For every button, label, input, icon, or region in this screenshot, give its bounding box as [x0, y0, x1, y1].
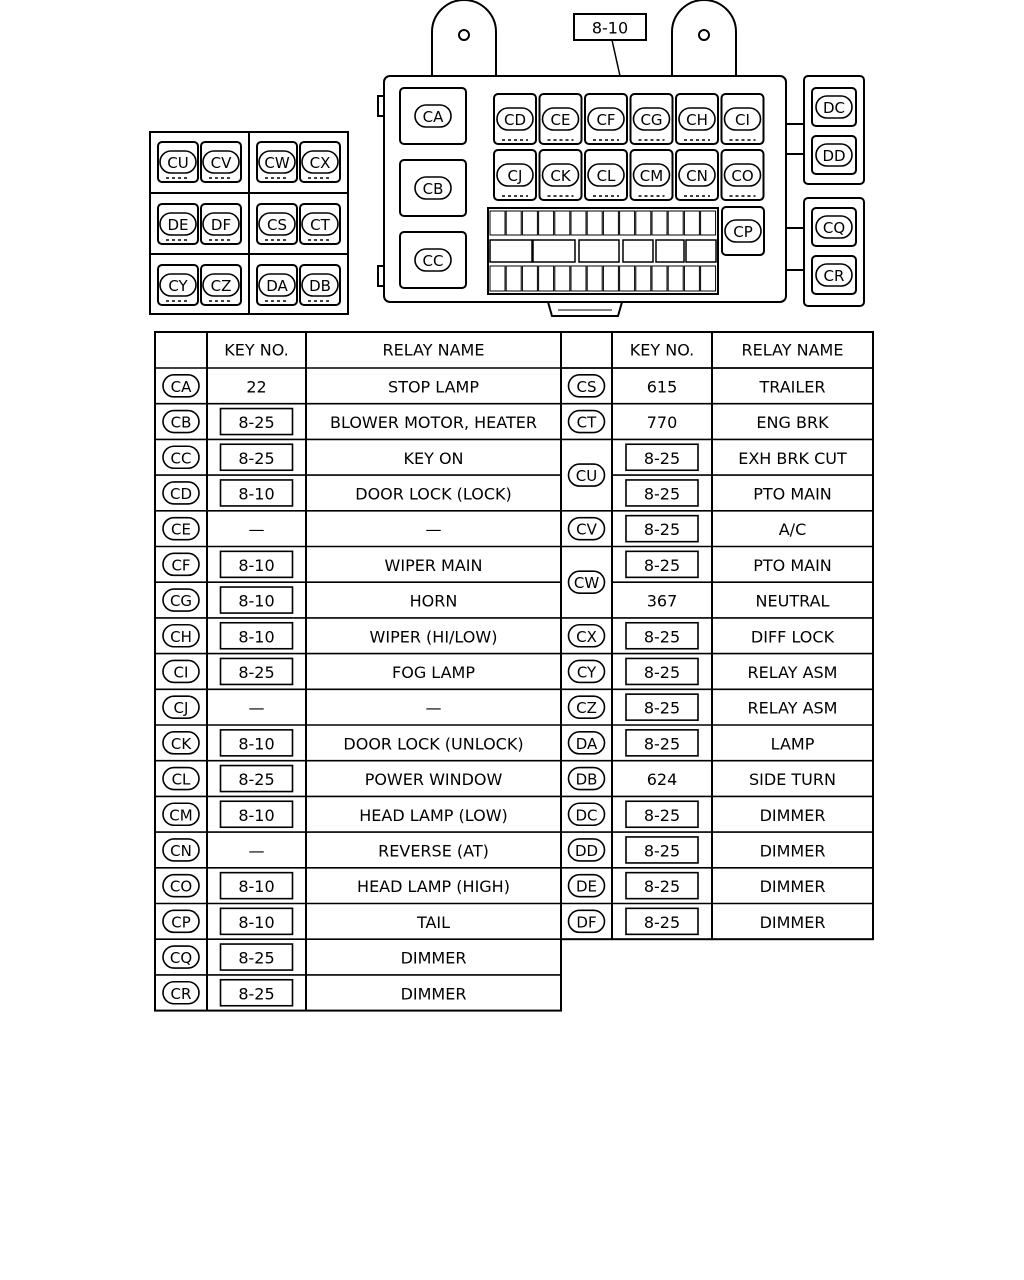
row-code-text: DE [575, 877, 598, 896]
key-ref: 8-25 [643, 805, 681, 825]
fuse-slot-top [636, 211, 651, 235]
relay-name: DIFF LOCK [750, 627, 835, 647]
fuse-slot-top [555, 211, 570, 235]
key-ref: 8-10 [238, 591, 275, 611]
relay-ck-text: CK [550, 167, 571, 185]
mounting-hole-right [699, 30, 709, 40]
relay-name: PTO MAIN [753, 484, 832, 504]
header-relay-name: RELAY NAME [382, 340, 485, 360]
key-number: — [248, 520, 265, 540]
row-code-text: CA [170, 377, 192, 396]
relay-name: EXH BRK CUT [738, 448, 847, 468]
relay-name: LAMP [770, 734, 815, 754]
relay-cz-text: CZ [210, 277, 232, 295]
relay-name: A/C [778, 520, 807, 540]
fuse-slot-mid [579, 240, 619, 262]
fuse-slot-bottom [587, 266, 602, 291]
fuse-slot-top [668, 211, 683, 235]
fuse-slot-bottom [555, 266, 570, 291]
fuse-slot-bottom [539, 266, 554, 291]
relay-ci-text: CI [735, 111, 750, 129]
fuse-slot-bottom [571, 266, 586, 291]
row-code-text: CI [173, 663, 189, 682]
fuse-slot-mid [686, 240, 716, 262]
relay-name: DIMMER [400, 984, 467, 1004]
fuse-slot-top [571, 211, 586, 235]
row-code-text: CW [573, 574, 600, 593]
key-ref: 8-25 [643, 912, 681, 932]
relay-ct-text: CT [310, 216, 330, 234]
row-code-text: CV [576, 520, 597, 539]
relay-ca-text: CA [422, 108, 444, 126]
key-ref: 8-25 [643, 841, 681, 861]
relay-name: REVERSE (AT) [378, 841, 489, 861]
header-relay-name-right: RELAY NAME [741, 340, 844, 360]
row-code-text: CU [575, 467, 598, 486]
key-ref: 8-10 [238, 912, 275, 932]
relay-name: STOP LAMP [388, 377, 479, 397]
fuse-slot-bottom [668, 266, 683, 291]
relay-name: DOOR LOCK (UNLOCK) [343, 734, 524, 754]
relay-name: NEUTRAL [755, 591, 830, 611]
key-ref: 8-25 [643, 484, 681, 504]
row-code-text: CP [171, 913, 191, 932]
row-code-text: CH [170, 627, 192, 646]
key-ref: 8-25 [238, 448, 275, 468]
row-code-text: CD [169, 484, 193, 503]
row-code-text: CX [576, 627, 597, 646]
relay-cn-text: CN [686, 167, 708, 185]
relay-name: RELAY ASM [747, 698, 838, 718]
key-number: — [248, 841, 265, 861]
relay-cf-text: CF [596, 111, 616, 129]
key-ref: 8-10 [238, 484, 275, 504]
key-number: 770 [646, 413, 678, 433]
relay-cj-text: CJ [507, 167, 523, 185]
relay-name: KEY ON [403, 448, 464, 468]
relay-name: SIDE TURN [749, 770, 836, 790]
key-number: 367 [646, 591, 678, 611]
fuse-slot-top [587, 211, 602, 235]
row-code-text: DC [575, 806, 598, 825]
relay-name: TAIL [416, 912, 451, 932]
side-tab-left-1 [378, 96, 384, 116]
relay-name: TRAILER [759, 377, 826, 397]
key-ref: 8-25 [238, 413, 275, 433]
fuse-slot-bottom [652, 266, 667, 291]
fuse-slot-bottom [522, 266, 537, 291]
key-ref: 8-25 [643, 877, 681, 897]
relay-cd-text: CD [503, 111, 527, 129]
key-number: — [248, 698, 265, 718]
relay-name: — [425, 698, 442, 718]
left-table-frame [155, 332, 561, 1011]
relay-name: PTO MAIN [753, 555, 832, 575]
relay-cg-text: CG [640, 111, 663, 129]
relay-name: BLOWER MOTOR, HEATER [330, 413, 537, 433]
row-code-text: CL [171, 770, 191, 789]
key-ref: 8-25 [643, 448, 681, 468]
fuse-slot-top [522, 211, 537, 235]
row-code-text: CE [171, 520, 191, 539]
key-ref: 8-25 [643, 734, 681, 754]
row-code-text: CR [170, 984, 192, 1003]
relay-name: DIMMER [759, 805, 826, 825]
fuse-slot-top [490, 211, 505, 235]
relay-db-text: DB [309, 277, 331, 295]
row-code-text: CJ [173, 699, 189, 718]
callout-label: 8-10 [591, 18, 629, 38]
relay-name: DIMMER [759, 877, 826, 897]
key-number: 615 [646, 377, 678, 397]
key-ref: 8-25 [238, 984, 275, 1004]
side-tab-left-2 [378, 266, 384, 286]
relay-name: DOOR LOCK (LOCK) [355, 484, 512, 504]
callout-leader [612, 40, 620, 76]
relay-cv-text: CV [210, 154, 232, 172]
key-number: 624 [646, 770, 678, 790]
fuse-slot-bottom [701, 266, 716, 291]
fuse-slot-top [684, 211, 699, 235]
relay-cl-text: CL [596, 167, 616, 185]
row-code-text: CG [169, 592, 193, 611]
fuse-slot-top [506, 211, 521, 235]
key-ref: 8-25 [643, 555, 681, 575]
row-code-text: DA [575, 734, 598, 753]
fuse-slot-bottom [620, 266, 635, 291]
row-code-text: CY [576, 663, 597, 682]
fuse-slot-bottom [636, 266, 651, 291]
relay-name: HEAD LAMP (LOW) [359, 805, 508, 825]
relay-name: DIMMER [759, 912, 826, 932]
fuse-slot-top [603, 211, 618, 235]
row-code-text: CN [170, 841, 192, 860]
key-ref: 8-25 [643, 520, 681, 540]
relay-name: HORN [409, 591, 458, 611]
relay-ch-text: CH [686, 111, 708, 129]
fuse-slot-top [539, 211, 554, 235]
fuse-slot-bottom [603, 266, 618, 291]
key-ref: 8-25 [643, 662, 681, 682]
relay-cm-text: CM [639, 167, 664, 185]
row-code-text: CB [170, 413, 192, 432]
relay-cs-text: CS [267, 216, 287, 234]
relay-name: FOG LAMP [392, 662, 475, 682]
relay-name: HEAD LAMP (HIGH) [357, 877, 510, 897]
relay-name: ENG BRK [756, 413, 829, 433]
row-code-text: DD [574, 841, 599, 860]
key-ref: 8-10 [238, 734, 275, 754]
fuse-slot-top [701, 211, 716, 235]
key-ref: 8-10 [238, 877, 275, 897]
fuse-slot-top [620, 211, 635, 235]
key-ref: 8-25 [238, 948, 275, 968]
relay-cq-text: CQ [822, 219, 846, 237]
relay-name: WIPER MAIN [384, 555, 483, 575]
row-code-text: DF [576, 913, 597, 932]
bottom-latch [548, 302, 622, 316]
mounting-hole-left [459, 30, 469, 40]
relay-cp-text: CP [733, 223, 753, 241]
relay-co-text: CO [731, 167, 754, 185]
fuse-slot-mid [656, 240, 684, 262]
key-ref: 8-10 [238, 555, 275, 575]
relay-ce-text: CE [550, 111, 571, 129]
key-ref: 8-10 [238, 627, 275, 647]
relay-name: RELAY ASM [747, 662, 838, 682]
row-code-text: CT [576, 413, 597, 432]
fuse-slot-mid [490, 240, 532, 262]
key-ref: 8-25 [238, 662, 275, 682]
relay-dc-text: DC [822, 99, 846, 117]
relay-name: POWER WINDOW [364, 770, 503, 790]
row-code-text: CK [170, 734, 192, 753]
relay-dd-text: DD [822, 147, 846, 165]
relay-de-text: DE [167, 216, 189, 234]
relay-name: WIPER (HI/LOW) [369, 627, 498, 647]
relay-cb-text: CB [422, 180, 444, 198]
header-key-no-right: KEY NO. [629, 340, 695, 360]
key-number: 22 [246, 377, 267, 397]
fuse-slot-mid [623, 240, 653, 262]
row-code-text: CZ [576, 699, 597, 718]
fuse-slot-bottom [506, 266, 521, 291]
row-code-text: CS [576, 377, 597, 396]
relay-df-text: DF [210, 216, 232, 234]
row-code-text: CM [169, 806, 193, 825]
relay-name: DIMMER [759, 841, 826, 861]
relay-da-text: DA [266, 277, 288, 295]
relay-name: — [425, 520, 442, 540]
row-code-text: CQ [169, 949, 193, 968]
relay-cr-text: CR [823, 267, 845, 285]
relay-cy-text: CY [168, 277, 188, 295]
key-ref: 8-25 [643, 698, 681, 718]
row-code-text: CF [171, 556, 191, 575]
fuse-slot-mid [533, 240, 575, 262]
mounting-ear-left [432, 0, 496, 76]
relay-cx-text: CX [309, 154, 331, 172]
row-code-text: CO [169, 877, 193, 896]
fuse-slot-bottom [490, 266, 505, 291]
fuse-slot-bottom [684, 266, 699, 291]
header-key-no: KEY NO. [224, 340, 289, 360]
relay-name: DIMMER [400, 948, 467, 968]
row-code-text: CC [170, 449, 192, 468]
relay-cc-text: CC [422, 252, 444, 270]
key-ref: 8-10 [238, 805, 275, 825]
mounting-ear-right [672, 0, 736, 76]
key-ref: 8-25 [643, 627, 681, 647]
fuse-slot-top [652, 211, 667, 235]
relay-cu-text: CU [167, 154, 189, 172]
relay-cw-text: CW [264, 154, 290, 172]
key-ref: 8-25 [238, 770, 275, 790]
row-code-text: DB [575, 770, 598, 789]
